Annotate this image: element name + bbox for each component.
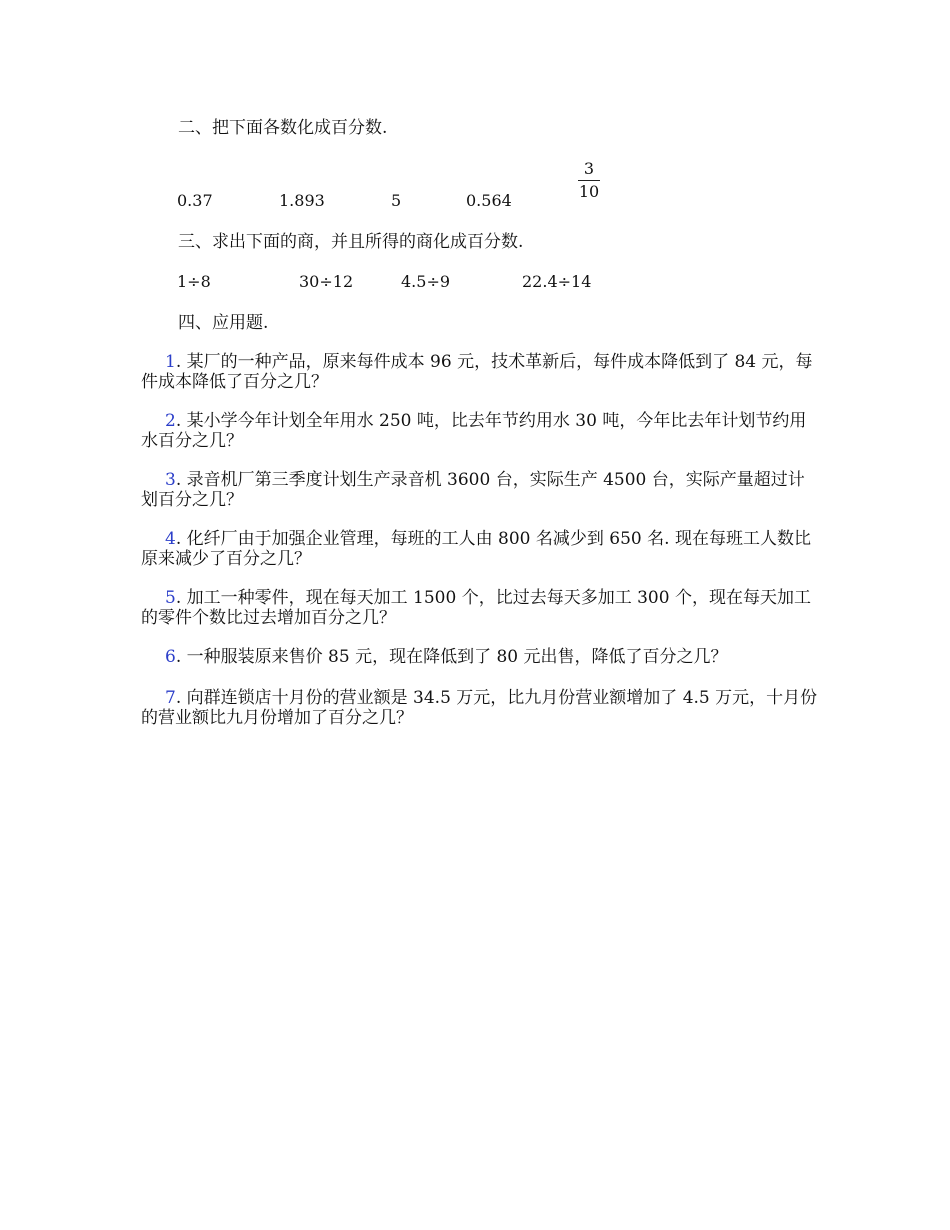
division-item: 4.5÷9 bbox=[401, 272, 451, 291]
division-item: 30÷12 bbox=[299, 272, 354, 291]
fraction-bar bbox=[578, 180, 600, 181]
fraction-item bbox=[578, 160, 600, 201]
problem-number: 1 bbox=[165, 352, 176, 372]
word-problem-4 bbox=[141, 529, 821, 569]
problem-text: . 某小学今年计划全年用水 250 吨，比去年节约用水 30 吨，今年比去年计划节约用水百分之几？ bbox=[141, 411, 807, 451]
section-3-heading: 三、求出下面的商，并且所得的商化成百分数. bbox=[178, 232, 524, 252]
problem-text: . 某厂的一种产品，原来每件成本 96 元，技术革新后，每件成本降低到了 84 元，每件成本降低了百分之几？ bbox=[141, 352, 813, 392]
problem-number: 4 bbox=[165, 529, 176, 549]
section-2-heading: 二、把下面各数化成百分数. bbox=[178, 118, 388, 138]
problem-number: 6 bbox=[165, 647, 176, 667]
division-item: 1÷8 bbox=[177, 272, 211, 291]
problem-number: 3 bbox=[165, 470, 176, 490]
decimal-item: 0.37 bbox=[177, 191, 213, 210]
section-2-items bbox=[0, 190, 950, 220]
word-problem-2 bbox=[141, 411, 821, 451]
fraction-denominator: 10 bbox=[578, 182, 600, 201]
word-problem-1 bbox=[141, 352, 821, 392]
problem-number: 5 bbox=[165, 588, 176, 608]
decimal-item: 0.564 bbox=[466, 191, 512, 210]
problem-text: . 录音机厂第三季度计划生产录音机 3600 台，实际生产 4500 台，实际产量超过计划百分之几？ bbox=[141, 470, 805, 510]
problem-text: . 向群连锁店十月份的营业额是 34.5 万元，比九月份营业额增加了 4.5 万元，十月份的营业额比九月份增加了百分之几？ bbox=[141, 688, 818, 728]
word-problem-7 bbox=[141, 688, 821, 728]
problem-number: 7 bbox=[165, 688, 176, 708]
problem-number: 2 bbox=[165, 411, 176, 431]
problem-text: . 加工一种零件，现在每天加工 1500 个，比过去每天多加工 300 个，现在每天加工的零件个数比过去增加百分之几？ bbox=[141, 588, 811, 628]
problem-text: . 一种服装原来售价 85 元，现在降低到了 80 元出售，降低了百分之几？ bbox=[175, 647, 728, 667]
section-3-items bbox=[0, 271, 950, 301]
word-problem-3 bbox=[141, 470, 821, 510]
word-problem-6 bbox=[141, 647, 821, 667]
division-item: 22.4÷14 bbox=[522, 272, 592, 291]
fraction-numerator: 3 bbox=[583, 159, 595, 178]
decimal-item: 1.893 bbox=[279, 191, 325, 210]
integer-item: 5 bbox=[391, 191, 402, 210]
problem-text: . 化纤厂由于加强企业管理，每班的工人由 800 名减少到 650 名. 现在每班工人数比原来减少了百分之几？ bbox=[141, 529, 811, 569]
section-4-heading: 四、应用题. bbox=[178, 313, 269, 333]
word-problem-5 bbox=[141, 588, 821, 628]
